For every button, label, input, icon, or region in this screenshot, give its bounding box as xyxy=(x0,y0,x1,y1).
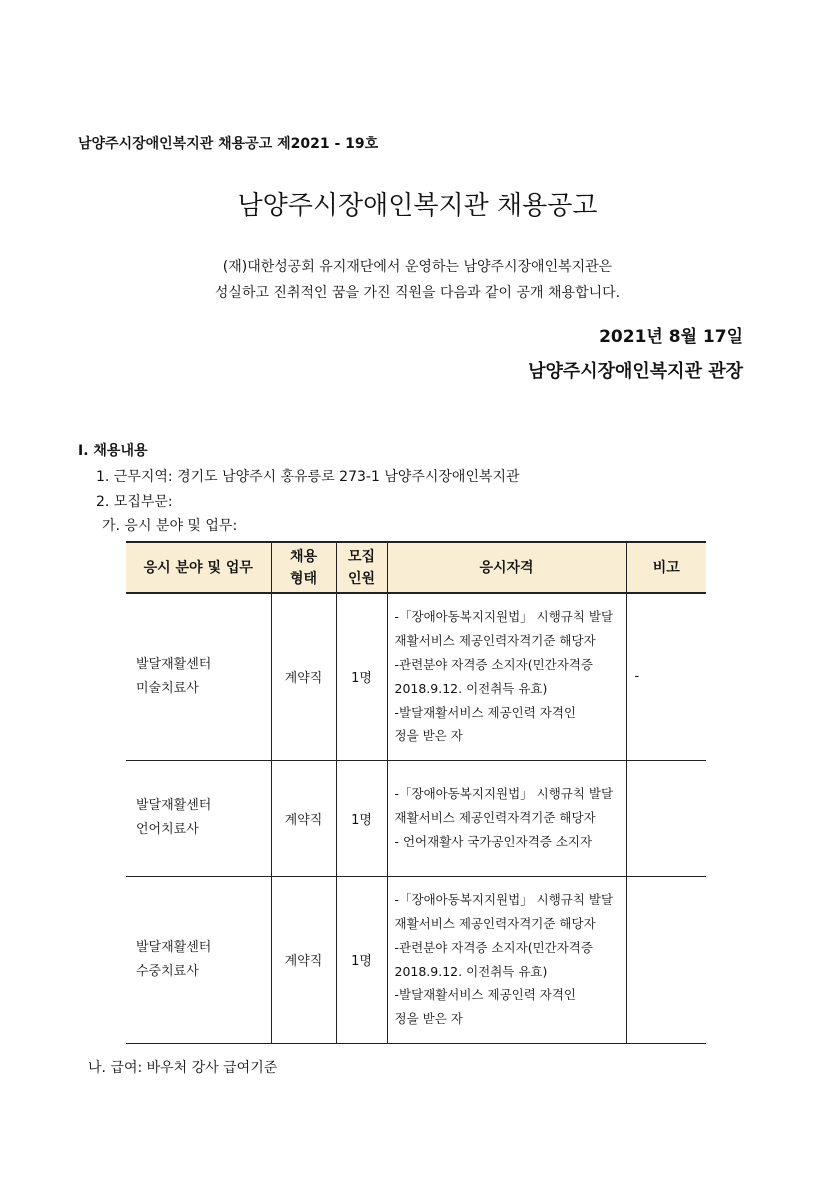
field-cell xyxy=(126,593,271,760)
table-row xyxy=(126,876,706,1043)
header-type xyxy=(271,542,336,593)
positions-label: 2. 모집부문: xyxy=(96,494,173,510)
qualifications-cell xyxy=(387,760,626,876)
header-count-line2: 인원 xyxy=(347,570,376,587)
qual-line: -관련분야 자격증 소지자(민간자격증 xyxy=(394,656,593,672)
section-heading: Ⅰ. 채용내용 xyxy=(78,443,148,459)
qual-line: -「장애아동복지지원법」 시행규칙 발달 xyxy=(394,609,614,625)
qual-line: -관련분야 자격증 소지자(민간자격증 xyxy=(394,939,593,955)
page-title: 남양주시장애인복지관 채용공고 xyxy=(237,191,598,221)
qual-line: 2018.9.12. 이전취득 유효) xyxy=(394,963,548,979)
type-cell: 계약직 xyxy=(271,760,336,876)
header-count xyxy=(336,542,387,593)
qual-line: 재활서비스 제공인력자격기준 해당자 xyxy=(394,810,596,826)
qual-line: 재활서비스 제공인력자격기준 해당자 xyxy=(394,633,596,649)
note-cell xyxy=(626,876,706,1043)
field-cell xyxy=(126,876,271,1043)
header-type-line2: 형태 xyxy=(289,570,318,587)
header-count-line1: 모집 xyxy=(347,548,376,565)
qualifications-cell xyxy=(387,876,626,1043)
qual-line: -「장애아동복지지원법」 시행규칙 발달 xyxy=(394,892,614,908)
field-line2: 미술치료사 xyxy=(136,680,199,696)
qual-line: -「장애아동복지지원법」 시행규칙 발달 xyxy=(394,786,614,802)
qual-line: -발달재활서비스 제공인력 자격인 xyxy=(394,704,577,720)
field-line1: 발달재활센터 xyxy=(136,939,212,955)
work-location: 1. 근무지역: 경기도 남양주시 홍유릉로 273-1 남양주시장애인복지관 xyxy=(96,469,520,485)
header-note: 비고 xyxy=(626,542,706,593)
table-row xyxy=(126,593,706,760)
qual-line: 2018.9.12. 이전취득 유효) xyxy=(394,680,548,696)
notice-number: 남양주시장애인복지관 채용공고 제2021 - 19호 xyxy=(78,136,379,152)
qual-line: 정을 받은 자 xyxy=(394,1011,463,1027)
header-qualifications: 응시자격 xyxy=(387,542,626,593)
qual-line: -발달재활서비스 제공인력 자격인 xyxy=(394,987,577,1003)
intro-line-2: 성실하고 진취적인 꿈을 가진 직원을 다음과 같이 공개 채용합니다. xyxy=(214,285,621,301)
qual-line: 정을 받은 자 xyxy=(394,728,463,744)
recruitment-table xyxy=(126,541,706,1044)
field-cell xyxy=(126,760,271,876)
qual-line: - 언어재활사 국가공인자격증 소지자 xyxy=(394,833,593,849)
note-cell xyxy=(626,760,706,876)
qual-line: 재활서비스 제공인력자격기준 해당자 xyxy=(394,915,596,931)
field-line2: 수중치료사 xyxy=(136,963,199,979)
intro-line-1: (재)대한성공회 유지재단에서 운영하는 남양주시장애인복지관은 xyxy=(222,259,613,275)
field-line1: 발달재활센터 xyxy=(136,798,212,813)
salary-line: 나. 급여: 바우처 강사 급여기준 xyxy=(88,1060,278,1076)
header-type-line1: 채용 xyxy=(289,548,318,565)
type-cell: 계약직 xyxy=(271,593,336,760)
field-line1: 발달재활센터 xyxy=(136,656,212,672)
type-cell: 계약직 xyxy=(271,876,336,1043)
qualifications-cell xyxy=(387,593,626,760)
note-cell: - xyxy=(626,593,706,760)
table-header-row xyxy=(126,542,706,593)
notice-date: 2021년 8월 17일 xyxy=(599,327,743,347)
header-field: 응시 분야 및 업무 xyxy=(126,542,271,593)
count-cell: 1명 xyxy=(336,760,387,876)
count-cell: 1명 xyxy=(336,876,387,1043)
subheading-fields: 가. 응시 분야 및 업무: xyxy=(102,518,238,534)
count-cell: 1명 xyxy=(336,593,387,760)
signature: 남양주시장애인복지관 관장 xyxy=(528,361,743,382)
field-line2: 언어치료사 xyxy=(136,822,199,837)
table-row xyxy=(126,760,706,876)
